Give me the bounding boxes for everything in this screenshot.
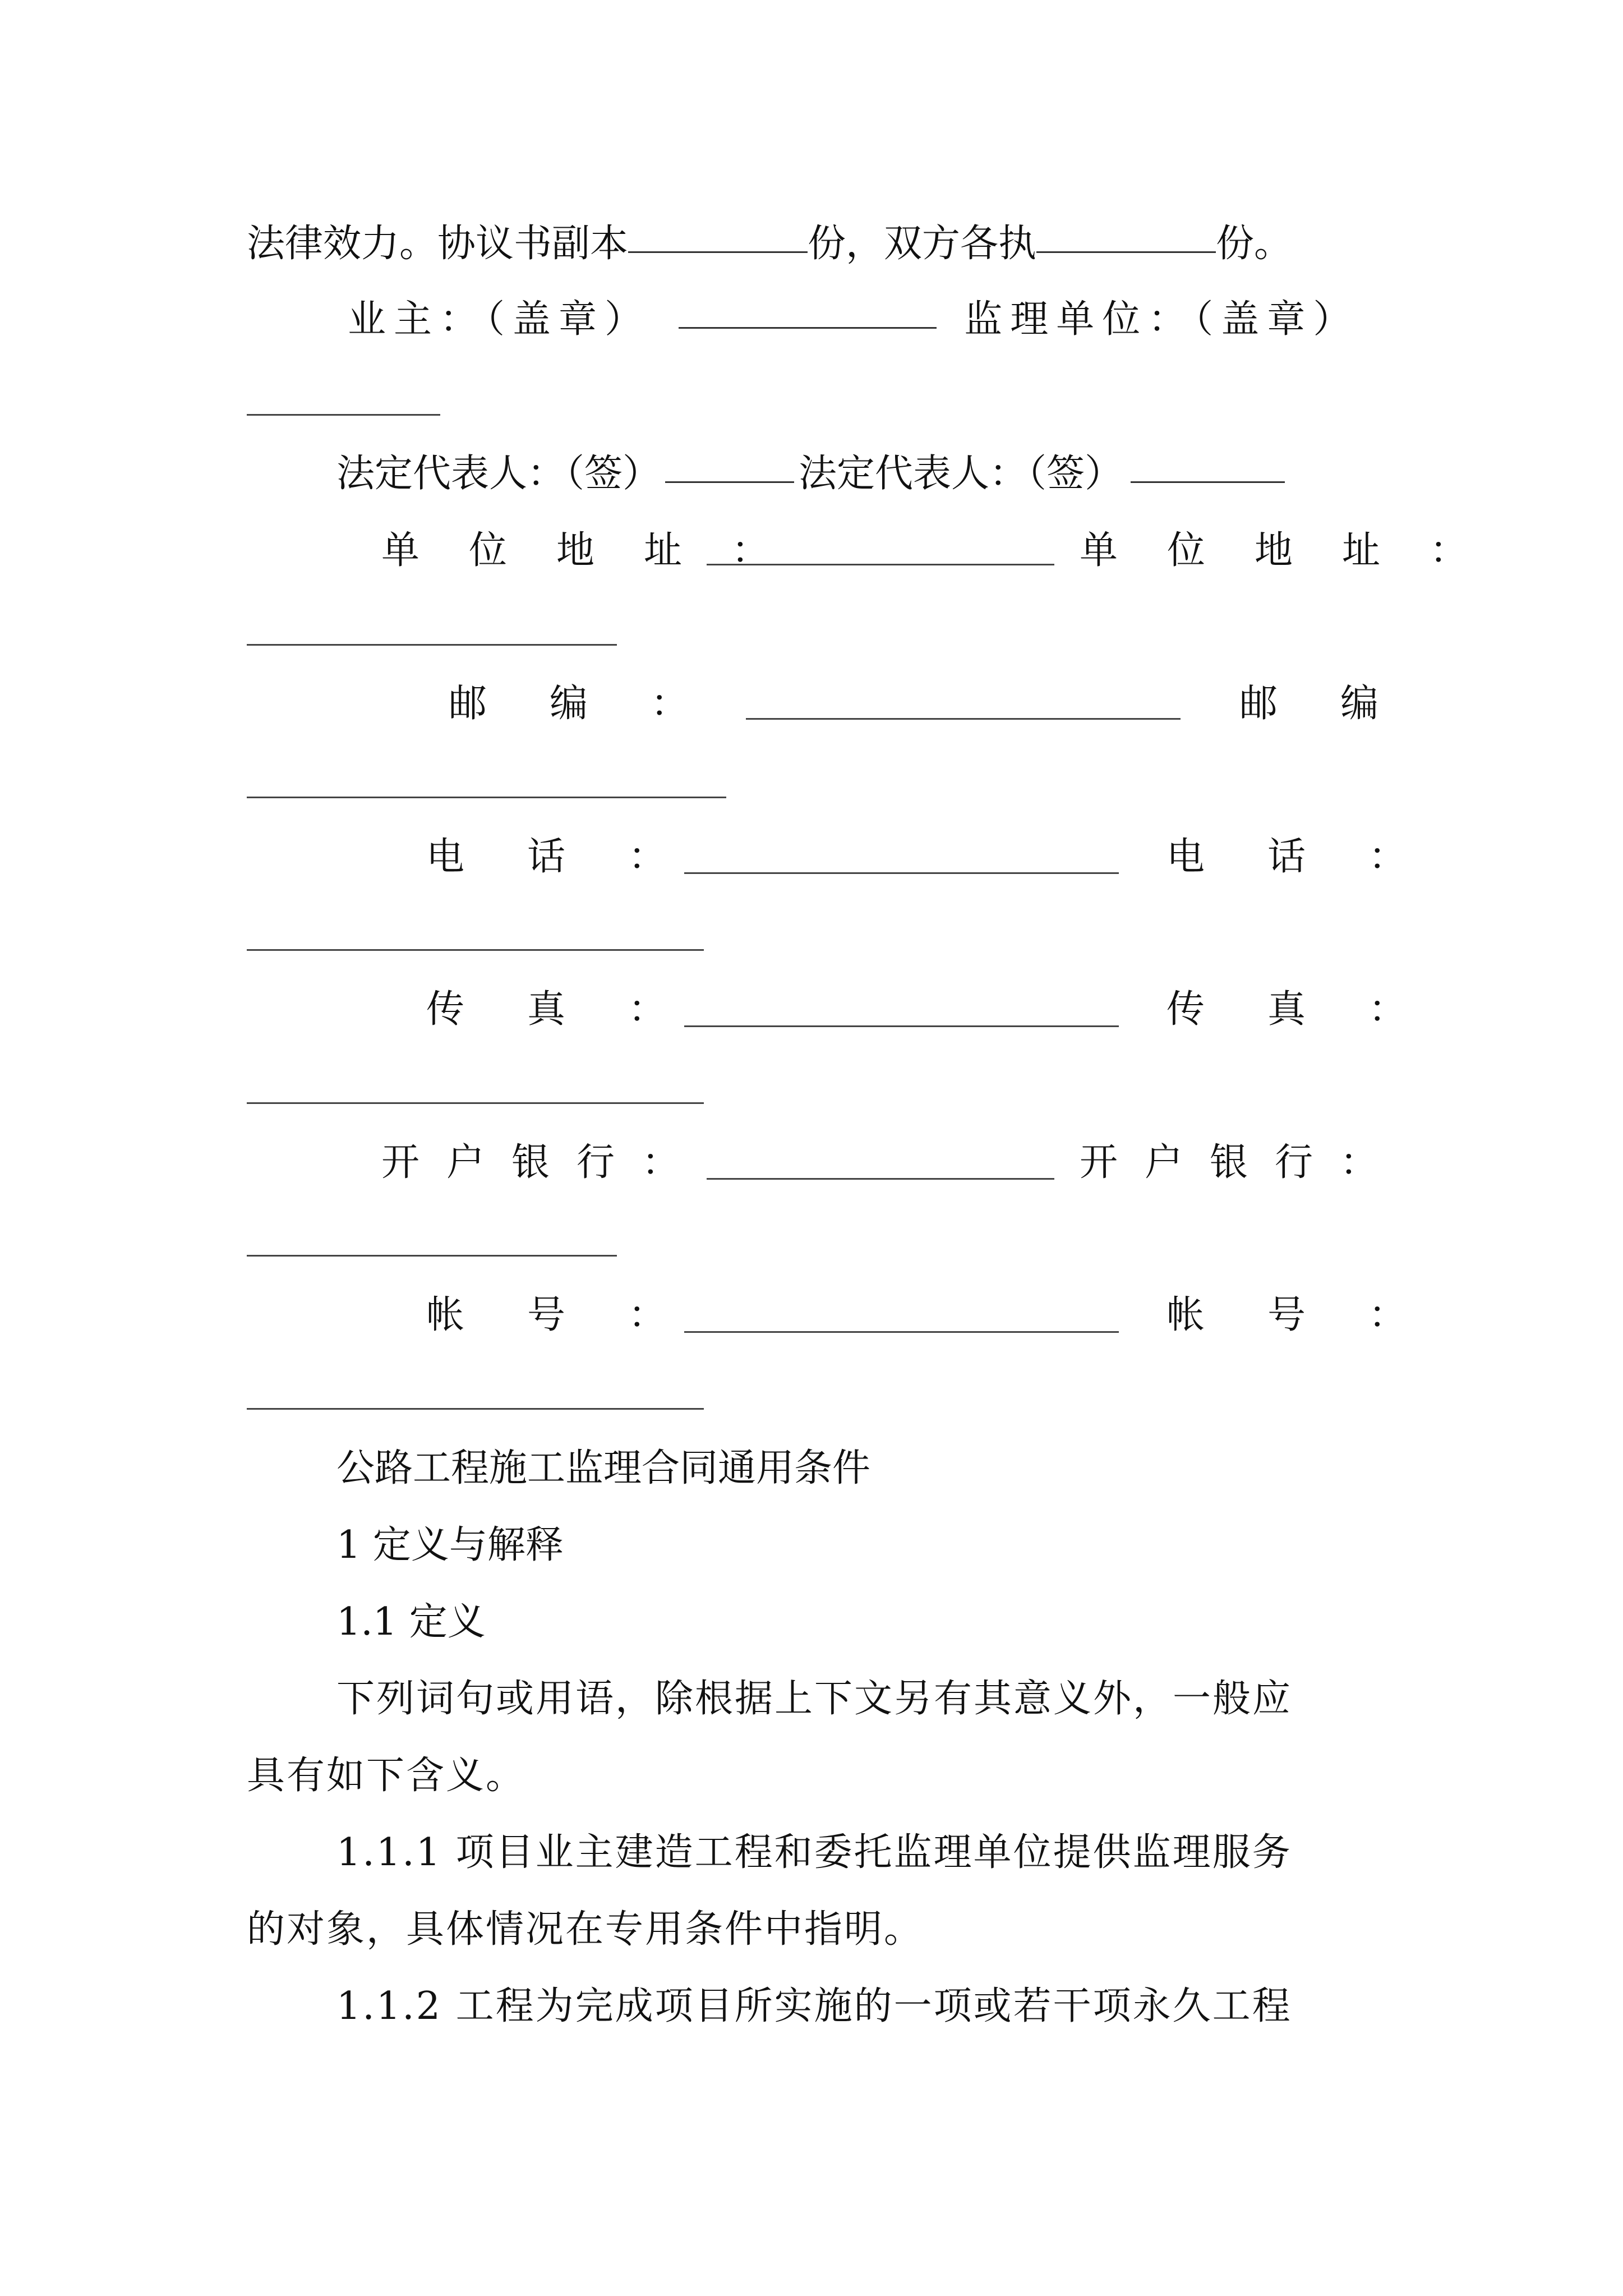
bank-row [381, 1138, 680, 1188]
postcode-char-2: 编 [550, 682, 588, 726]
blank-supervisor-address [247, 644, 617, 646]
fax-char-1: 传 [426, 987, 465, 1032]
definitions-intro-line-2: 具有如下含义。 [247, 1754, 526, 1798]
bank-row-right [1080, 1138, 1378, 1188]
bank-colon: ： [1340, 1140, 1378, 1185]
owner-seal-label: 业主：（盖章） [348, 297, 651, 342]
address-char-2: 位 [1167, 528, 1206, 573]
bank-char-2: 户 [446, 1140, 485, 1185]
address-char-3: 地 [1255, 528, 1293, 573]
bank-char-3: 银 [511, 1140, 550, 1185]
postcode-row-right [1239, 679, 1378, 729]
postcode-char-1: 邮 [1239, 682, 1278, 726]
bank-char-3: 银 [1210, 1140, 1248, 1185]
account-char-1: 帐 [426, 1293, 465, 1337]
section-1-1-heading: 1.1 定义 [336, 1600, 486, 1644]
fax-row-right [1166, 984, 1407, 1035]
postcode-char-2: 编 [1340, 682, 1379, 726]
blank-owner-postcode [746, 718, 1181, 720]
fax-colon: ： [1368, 987, 1407, 1032]
address-char-4: 址 [644, 528, 683, 573]
blank-supervisor-bank [247, 1255, 617, 1257]
phone-char-2: 话 [1267, 835, 1306, 879]
phone-row-right [1166, 832, 1407, 882]
bank-char-4: 行 [577, 1140, 615, 1185]
bank-colon: ： [642, 1140, 680, 1185]
account-colon: ： [1368, 1293, 1407, 1337]
blank-supervisor-postcode [247, 797, 726, 798]
blank-owner-seal [679, 327, 937, 329]
fax-char-1: 传 [1166, 987, 1205, 1032]
account-char-1: 帐 [1166, 1293, 1205, 1337]
fax-colon: ： [628, 987, 667, 1032]
supervisor-legal-rep-label: 法定代表人：（签） [799, 452, 1123, 496]
account-char-2: 号 [527, 1293, 566, 1337]
account-row [426, 1290, 666, 1341]
address-char-4: 址 [1342, 528, 1381, 573]
blank-owner-legal-rep [665, 481, 794, 483]
account-row-right [1166, 1290, 1407, 1341]
definitions-intro-line-1: 下列词句或用语，除根据上下文另有其意义外，一般应 [336, 1677, 1293, 1721]
phone-colon: ： [1368, 835, 1407, 879]
blank-owner-address [707, 564, 1054, 565]
address-colon: ： [731, 528, 770, 573]
copies-text-2: 份，双方各执 [808, 222, 1037, 266]
legal-rep-line [336, 449, 1285, 499]
account-char-2: 号 [1267, 1293, 1306, 1337]
item-1-1-2-line-1: 1.1.2 工程为完成项目所实施的一项或若干项永久工程 [336, 1984, 1292, 2028]
blank-owner-phone [684, 872, 1119, 874]
phone-char-1: 电 [1166, 835, 1205, 879]
postcode-row [449, 679, 689, 729]
item-1-1-1-line-1: 1.1.1 项目业主建造工程和委托监理单位提供监理服务 [336, 1830, 1292, 1875]
postcode-char-1: 邮 [449, 682, 487, 726]
conditions-title: 公路工程施工监理合同通用条件 [336, 1446, 871, 1490]
supervisor-seal-label: 监理单位：（盖章） [964, 297, 1359, 342]
address-colon: ： [1430, 528, 1468, 573]
copies-clause [247, 219, 1292, 269]
blank-owner-bank [707, 1178, 1054, 1180]
blank-owner-account [684, 1331, 1119, 1333]
blank-supervisor-phone [247, 949, 704, 951]
phone-colon: ： [628, 835, 667, 879]
phone-char-2: 话 [527, 835, 566, 879]
blank-supervisor-account [247, 1408, 704, 1410]
owner-legal-rep-label: 法定代表人：（签） [336, 452, 661, 496]
bank-char-1: 开 [381, 1140, 420, 1185]
seal-line [348, 295, 1359, 345]
phone-row [426, 832, 666, 882]
fax-row [426, 984, 666, 1035]
blank-copies-total [628, 251, 808, 253]
account-colon: ： [628, 1293, 667, 1337]
section-1-heading: 1 定义与解释 [336, 1523, 564, 1567]
fax-char-2: 真 [527, 987, 566, 1032]
phone-char-1: 电 [426, 835, 465, 879]
postcode-colon: ： [651, 682, 689, 726]
address-char-2: 位 [469, 528, 508, 573]
address-char-1: 单 [1080, 528, 1118, 573]
address-row-right [1080, 526, 1468, 576]
copies-text-3: 份。 [1216, 222, 1293, 266]
bank-char-1: 开 [1080, 1140, 1118, 1185]
blank-supervisor-legal-rep [1131, 481, 1285, 483]
blank-supervisor-seal [247, 414, 440, 416]
fax-char-2: 真 [1267, 987, 1306, 1032]
bank-char-2: 户 [1145, 1140, 1183, 1185]
address-char-1: 单 [381, 528, 420, 573]
blank-supervisor-fax [247, 1102, 704, 1104]
item-1-1-1-line-2: 的对象，具体情况在专用条件中指明。 [247, 1907, 924, 1952]
blank-copies-each [1036, 251, 1216, 253]
blank-owner-fax [684, 1025, 1119, 1027]
bank-char-4: 行 [1275, 1140, 1313, 1185]
address-row [381, 526, 769, 576]
address-char-3: 地 [556, 528, 595, 573]
copies-text-1: 法律效力。协议书副本 [247, 222, 629, 266]
